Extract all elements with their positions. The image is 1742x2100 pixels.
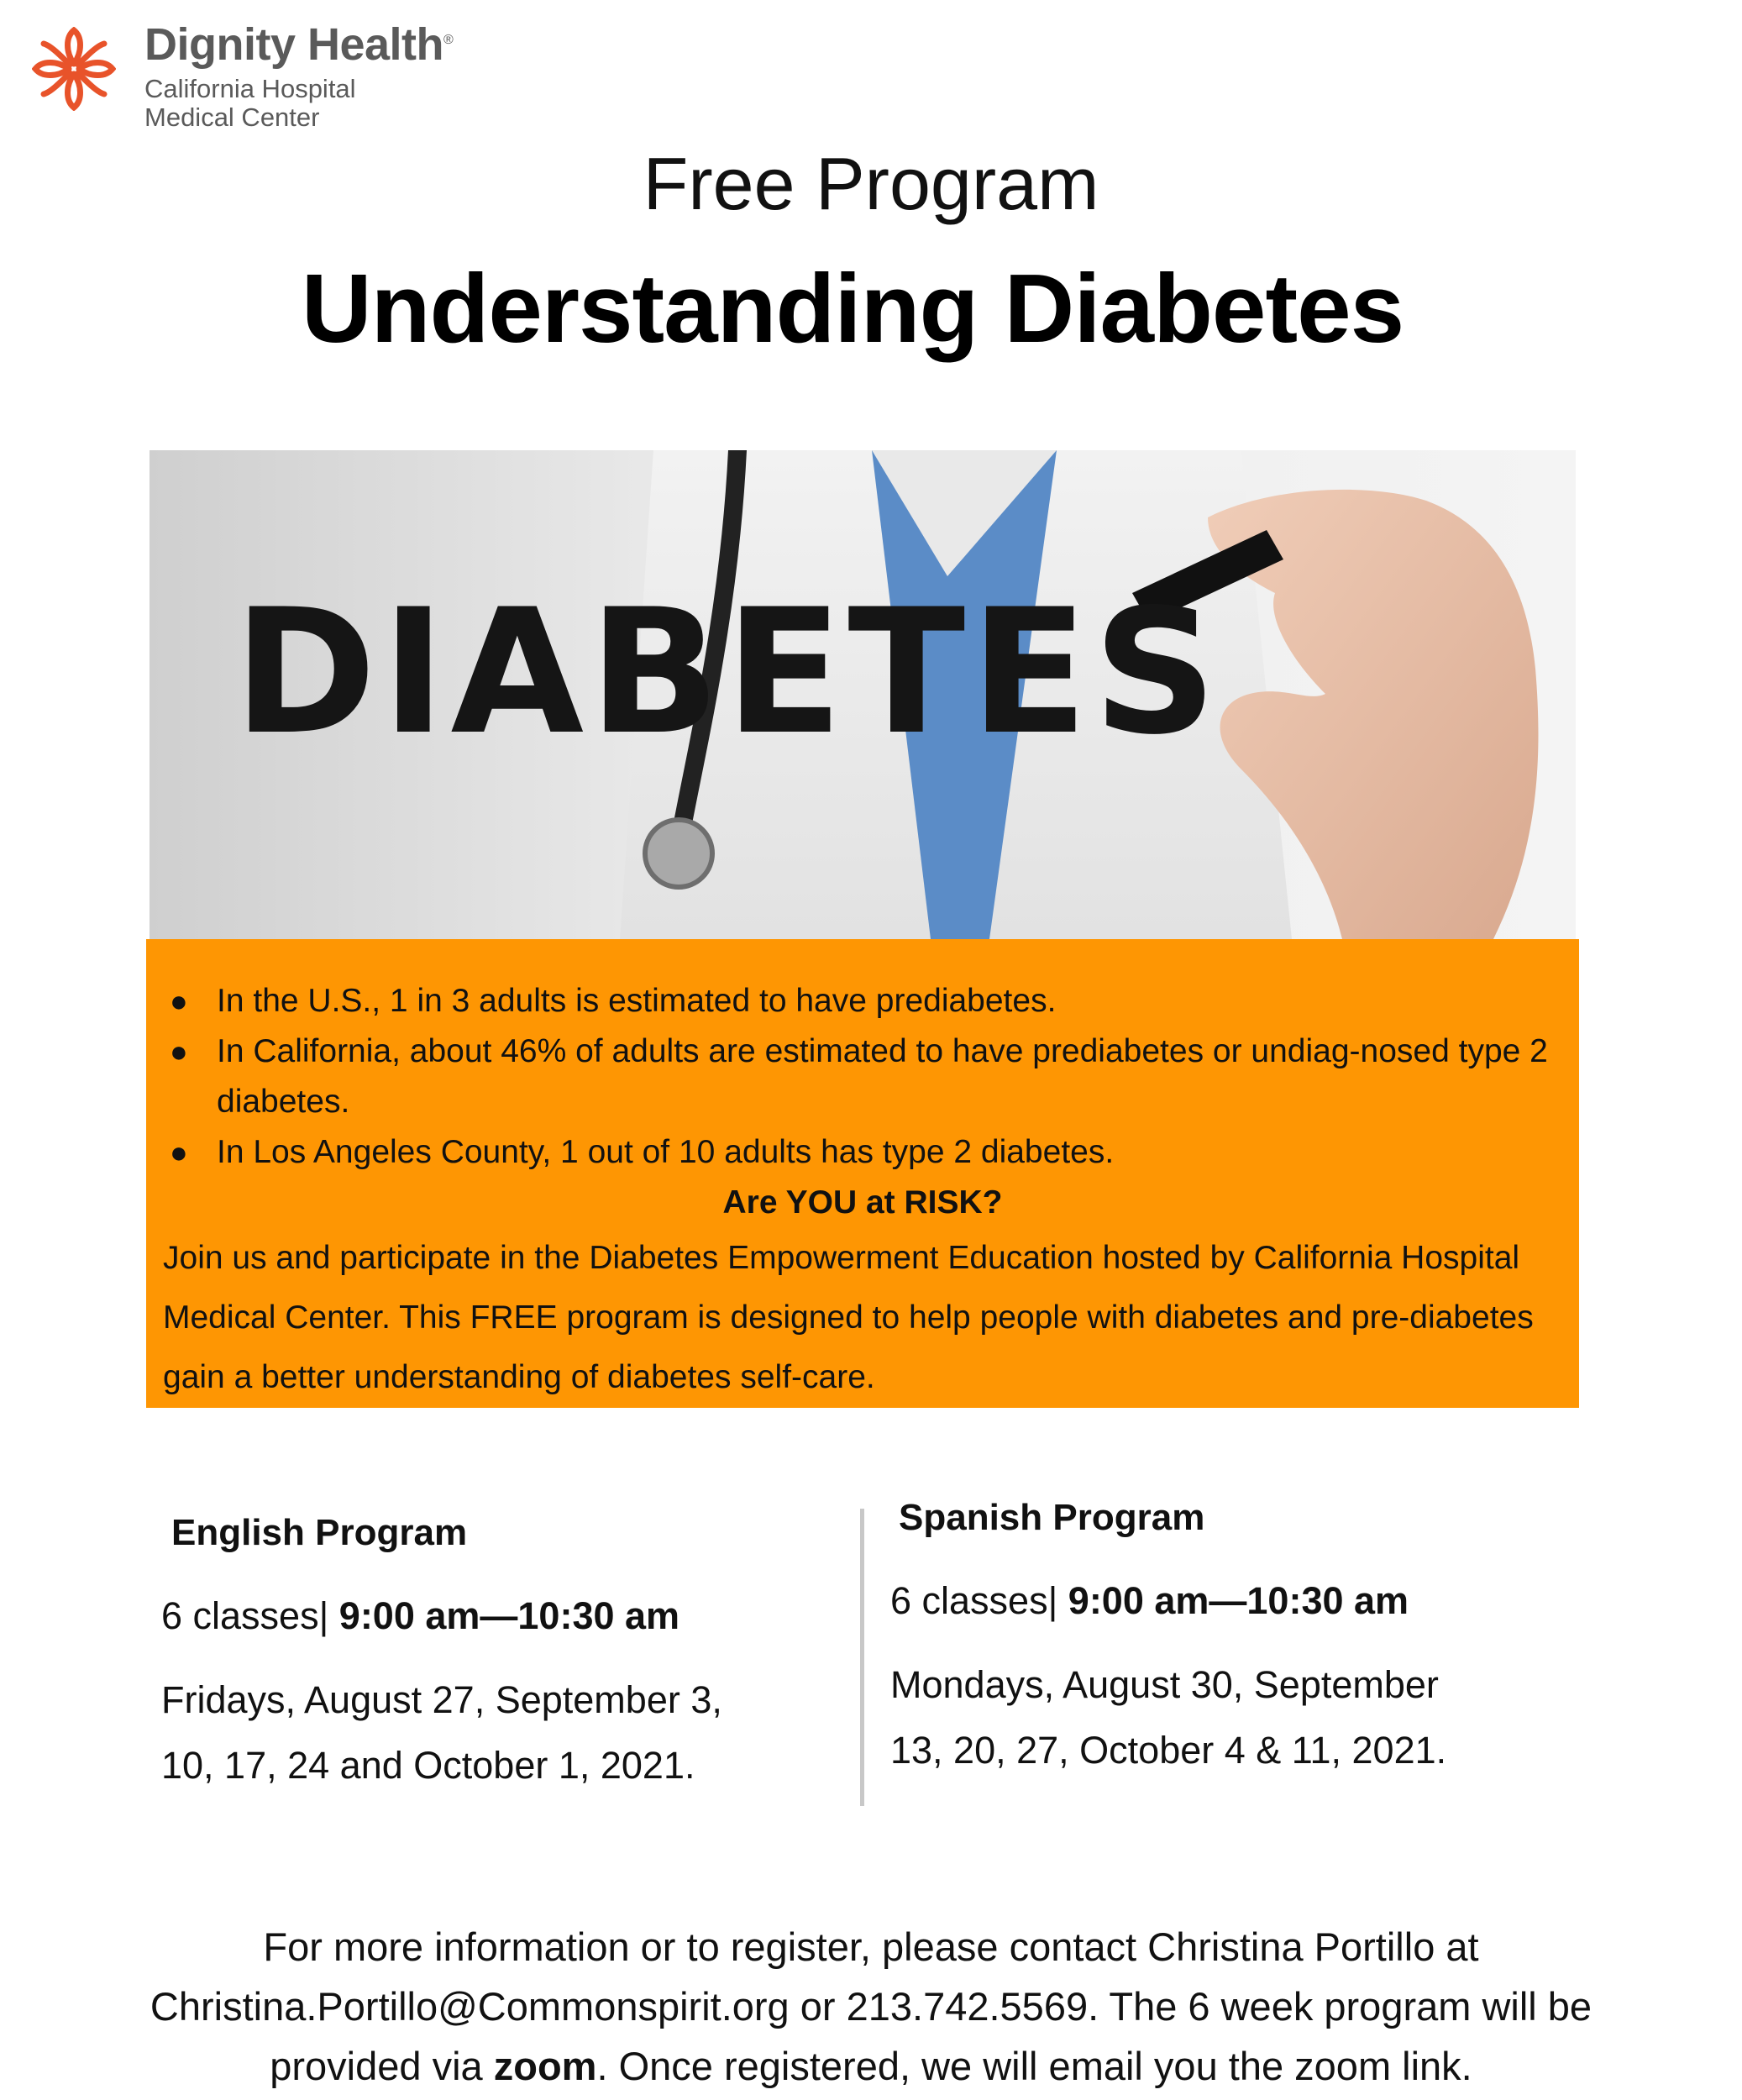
title-free-program: Free Program — [643, 142, 1099, 225]
spanish-classes-count: 6 classes| — [890, 1579, 1058, 1622]
title-understanding-diabetes: Understanding Diabetes — [301, 254, 1404, 363]
footer-line2: Christina.Portillo@Commonspirit.org or 213.742.5569. The 6 week program will be — [150, 1984, 1592, 2029]
list-item: ● In California, about 46% of adults are estimated to have prediabetes or undiag-nosed type 2 diabetes. — [163, 1026, 1561, 1127]
bullet-icon: ● — [170, 1034, 188, 1068]
panel-description: Join us and participate in the Diabetes Empowerment Education hosted by California Hospital Medical Center. This FREE program is designed to help people with diabetes and pre-diabetes gain a better understanding of diabetes self-care. — [163, 1240, 1534, 1395]
program-divider — [860, 1509, 864, 1806]
footer-line3: provided via zoom. Once registered, we will email you the zoom link. — [270, 2044, 1472, 2088]
english-dates-line1: Fridays, August 27, September 3, — [161, 1678, 722, 1721]
logo-registered-mark: ® — [443, 33, 454, 47]
dignity-health-logo — [32, 18, 502, 136]
bullet-icon: ● — [170, 984, 188, 1018]
list-item: ● In the U.S., 1 in 3 adults is estimated to have prediabetes. — [163, 976, 1561, 1026]
english-program-heading: English Program — [171, 1512, 468, 1553]
stats-list — [163, 976, 1579, 1178]
english-classes-count: 6 classes| — [161, 1594, 329, 1637]
zoom-word: zoom — [493, 2044, 597, 2088]
footer-line1: For more information or to register, please contact Christina Portillo at — [263, 1924, 1479, 1969]
english-class-time: 9:00 am—10:30 am — [338, 1594, 680, 1637]
logo-subtitle-line1: California Hospital — [144, 74, 356, 103]
spanish-dates-line1: Mondays, August 30, September — [890, 1663, 1439, 1706]
english-dates-line2: 10, 17, 24 and October 1, 2021. — [161, 1744, 695, 1787]
list-item: ● In Los Angeles County, 1 out of 10 adults has type 2 diabetes. — [163, 1127, 1561, 1178]
dignity-health-flower-icon — [32, 27, 116, 111]
spanish-dates-line2: 13, 20, 27, October 4 & 11, 2021. — [890, 1729, 1447, 1772]
hero-photo — [150, 450, 1576, 939]
bullet-icon: ● — [170, 1135, 188, 1169]
spanish-program-schedule — [890, 1579, 1409, 1623]
hero-photo-illustration — [150, 450, 1576, 939]
spanish-program-heading: Spanish Program — [899, 1497, 1205, 1538]
logo-subtitle-line2: Medical Center — [144, 102, 320, 132]
contact-footer — [0, 1917, 1742, 2096]
photo-diabetes-word: DIABETES — [233, 573, 1222, 773]
spanish-class-time: 9:00 am—10:30 am — [1068, 1579, 1409, 1622]
logo-brand-name: Dignity Health® — [144, 19, 454, 70]
risk-heading: Are YOU at RISK? — [722, 1184, 1003, 1221]
english-program-schedule — [161, 1594, 679, 1638]
stethoscope-head-icon — [645, 820, 712, 887]
info-panel — [146, 939, 1579, 1408]
